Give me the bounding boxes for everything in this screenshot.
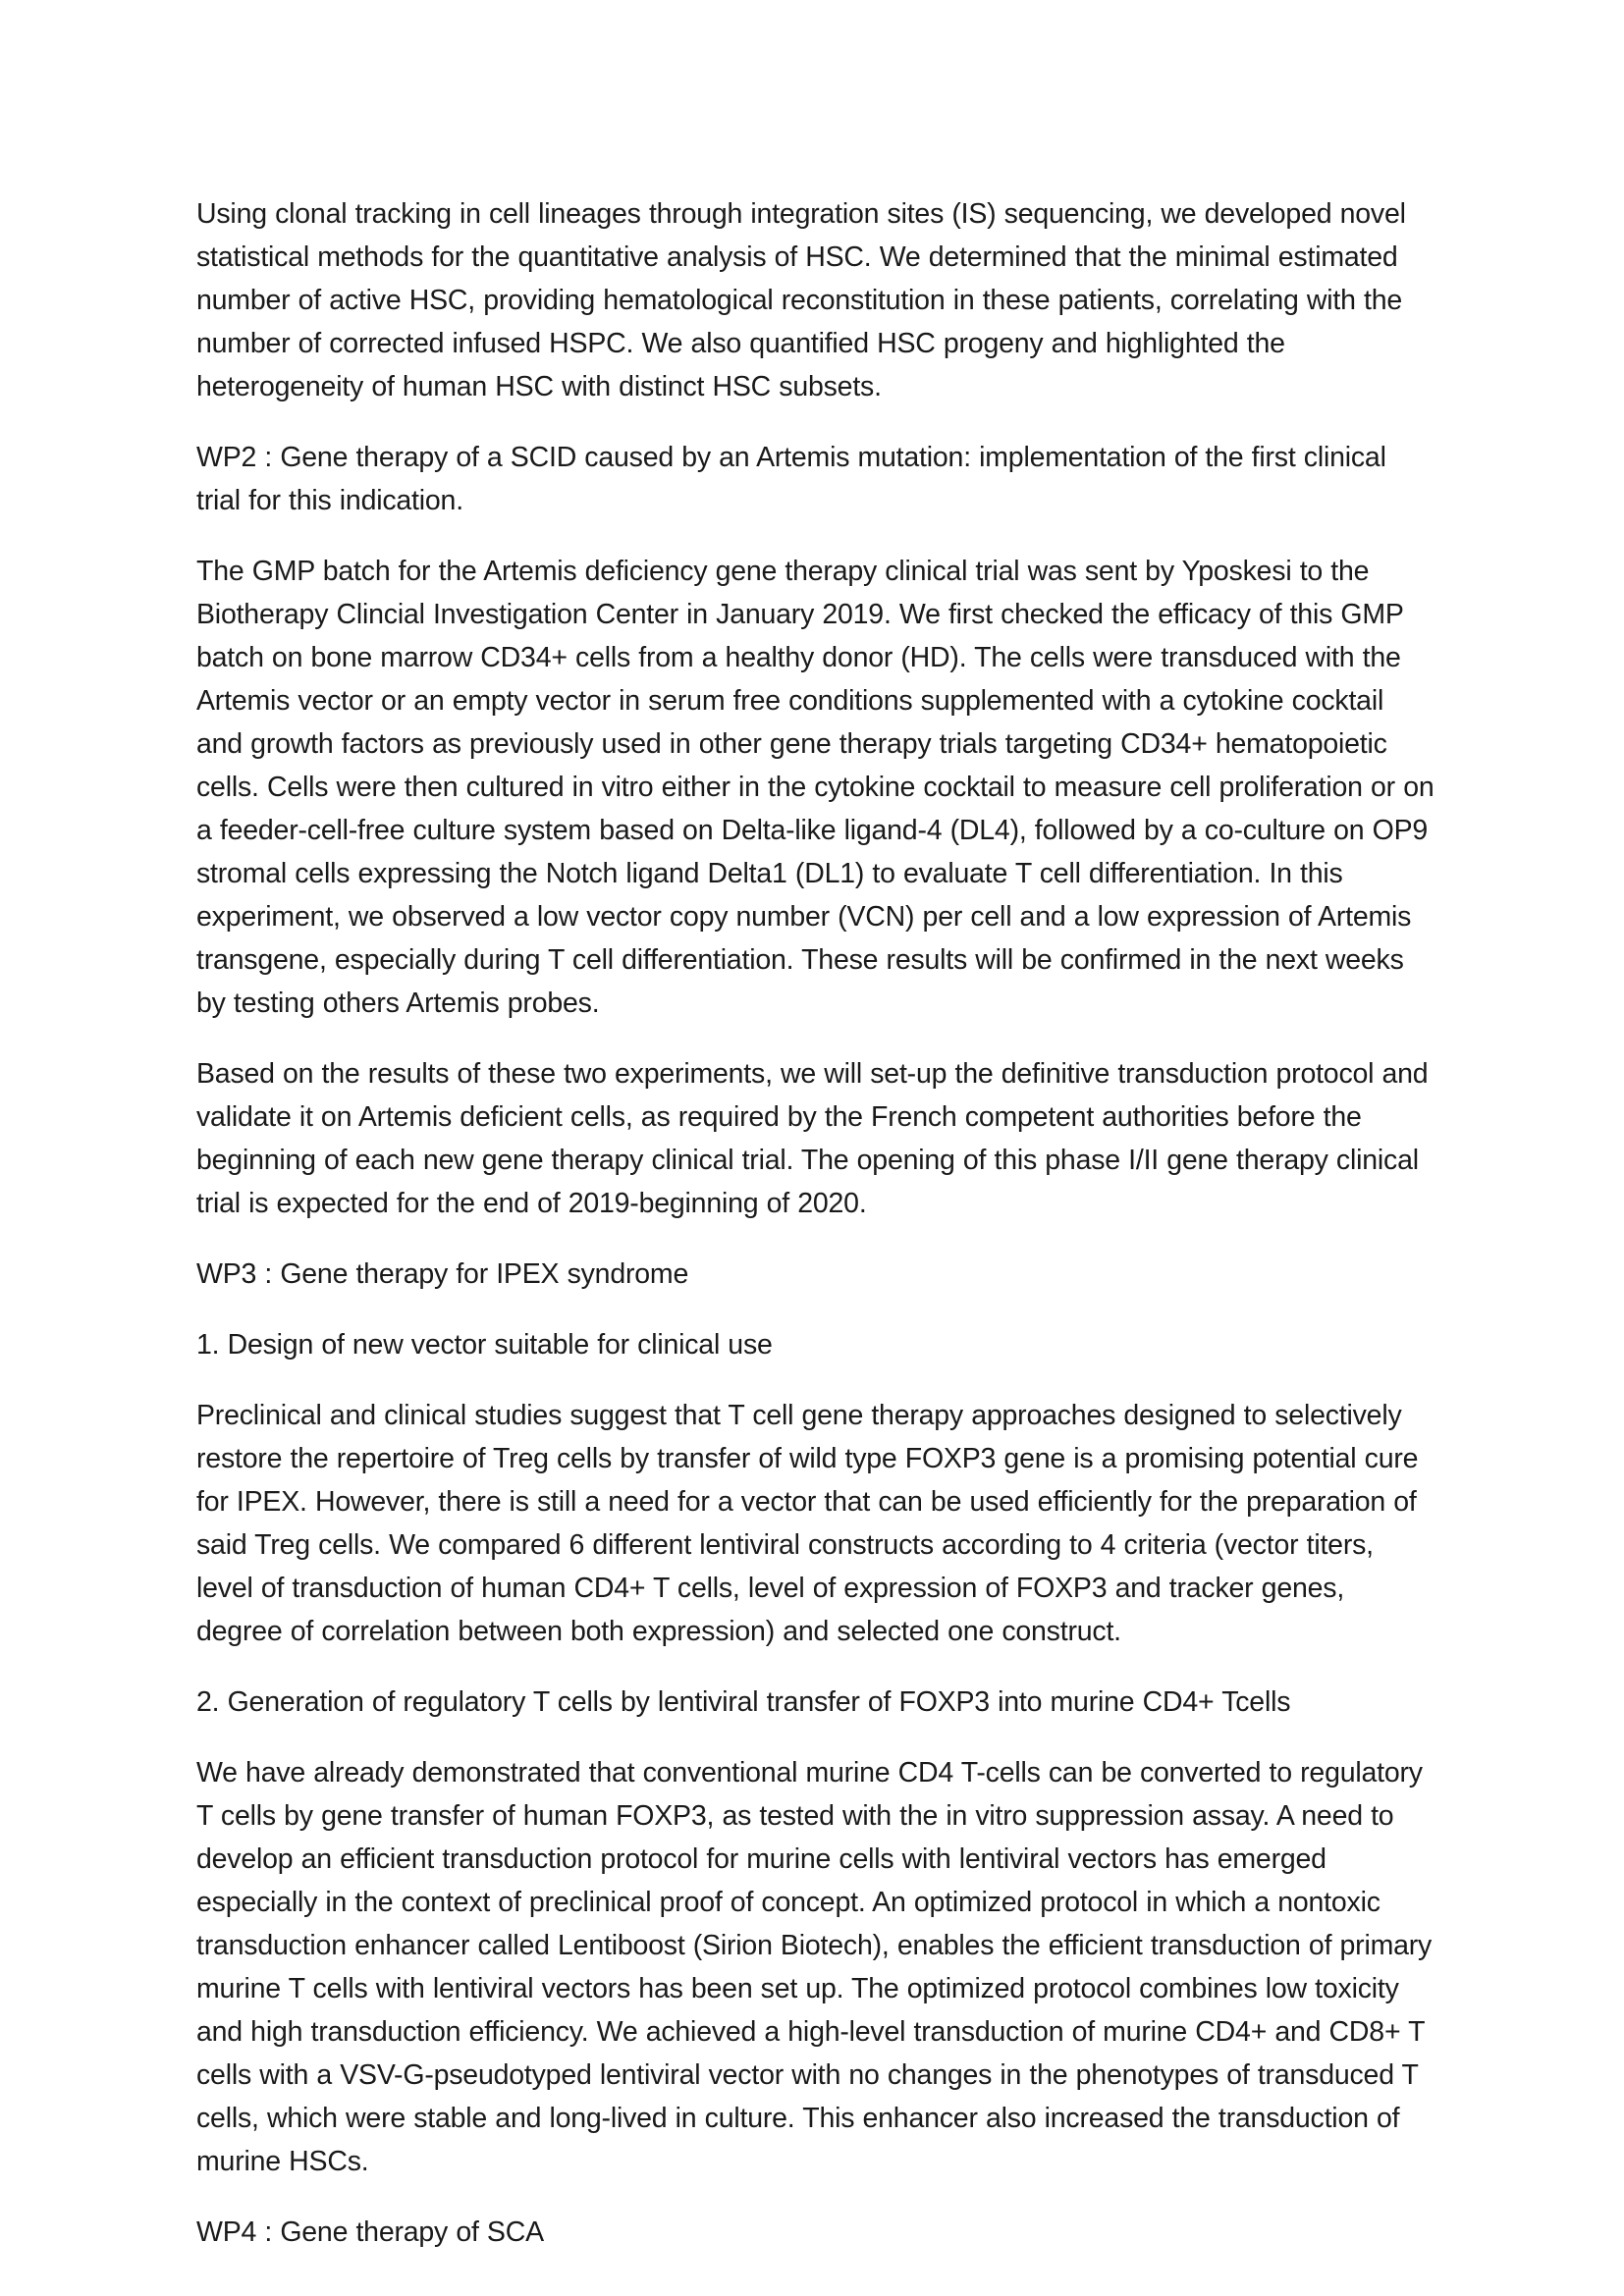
- paragraph-murine-transduction: We have already demonstrated that conventional murine CD4 T-cells can be converted to regulatory T cells by gene transfer of human FOXP3, as tested with the in vitro suppression assay. A need to develop an efficient transduction protocol for murine cells with lentiviral vectors has emerged especially in the context of preclinical proof of concept. An optimized protocol in which a nontoxic transduction enhancer called Lentiboost (Sirion Biotech), enables the efficient transduction of primary murine T cells with lentiviral vectors has been set up. The optimized protocol combines low toxicity and high transduction efficiency. We achieved a high-level transduction of murine CD4+ and CD8+ T cells with a VSV-G-pseudotyped lentiviral vector with no changes in the phenotypes of transduced T cells, which were stable and long-lived in culture. This enhancer also increased the transduction of murine HSCs.: [196, 1757, 1433, 2177]
- paragraph-transduction-protocol-plan: Based on the results of these two experiments, we will set-up the definitive transduction protocol and validate it on Artemis deficient cells, as required by the French competent authorities before the beginning of each new gene therapy clinical trial. The opening of this phase I/II gene therapy clinical trial is expected for the end of 2019-beginning of 2020.: [196, 1058, 1429, 1219]
- paragraph-gmp-batch-artemis: The GMP batch for the Artemis deficiency gene therapy clinical trial was sent by Yposkesi to the Biotherapy Clincial Investigation Center in January 2019. We first checked the efficacy of this GMP batch on bone marrow CD34+ cells from a healthy donor (HD). The cells were transduced with the Artemis vector or an empty vector in serum free conditions supplemented with a cytokine cocktail and growth factors as previously used in other gene therapy trials targeting CD34+ hematopoietic cells. Cells were then cultured in vitro either in the cytokine cocktail to measure cell proliferation or on a feeder-cell-free culture system based on Delta-like ligand-4 (DL4), followed by a co-culture on OP9 stromal cells expressing the Notch ligand Delta1 (DL1) to evaluate T cell differentiation. In this experiment, we observed a low vector copy number (VCN) per cell and a low expression of Artemis transgene, especially during T cell differentiation. These results will be confirmed in the next weeks by testing others Artemis probes.: [196, 556, 1435, 1019]
- heading-design-new-vector: 1. Design of new vector suitable for clinical use: [196, 1329, 773, 1361]
- heading-wp4: WP4 : Gene therapy of SCA: [196, 2216, 544, 2248]
- document-body: [196, 192, 1435, 2254]
- heading-wp2: WP2 : Gene therapy of a SCID caused by an Artemis mutation: implementation of the first clinical trial for this indication.: [196, 442, 1386, 516]
- paragraph-preclinical-foxp3: Preclinical and clinical studies suggest that T cell gene therapy approaches designed to selectively restore the repertoire of Treg cells by transfer of wild type FOXP3 gene is a promising potential cure for IPEX. However, there is still a need for a vector that can be used efficiently for the preparation of said Treg cells. We compared 6 different lentiviral constructs according to 4 criteria (vector titers, level of transduction of human CD4+ T cells, level of expression of FOXP3 and tracker genes, degree of correlation between both expression) and selected one construct.: [196, 1400, 1419, 1647]
- heading-generation-regulatory-t-cells: 2. Generation of regulatory T cells by lentiviral transfer of FOXP3 into murine CD4+ Tcells: [196, 1686, 1291, 1718]
- heading-wp3: WP3 : Gene therapy for IPEX syndrome: [196, 1258, 689, 1290]
- paragraph-hsc-clonal-tracking: Using clonal tracking in cell lineages through integration sites (IS) sequencing, we developed novel statistical methods for the quantitative analysis of HSC. We determined that the minimal estimated number of active HSC, providing hematological reconstitution in these patients, correlating with the number of corrected infused HSPC. We also quantified HSC progeny and highlighted the heterogeneity of human HSC with distinct HSC subsets.: [196, 198, 1406, 402]
